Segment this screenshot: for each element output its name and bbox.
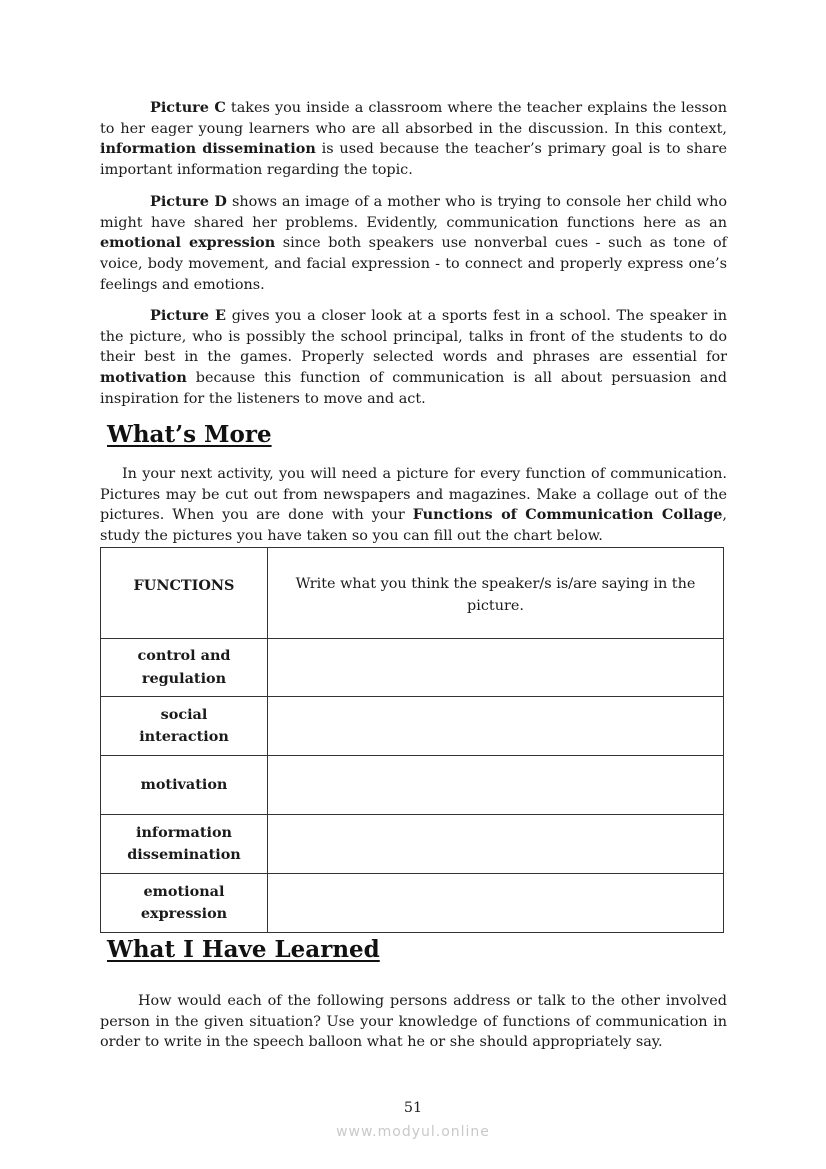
- picture-c-label: Picture C: [150, 99, 226, 116]
- function-label-line1: emotional: [143, 882, 225, 900]
- answer-cell[interactable]: [268, 756, 724, 815]
- function-label-line1: control and: [137, 647, 231, 664]
- table-row: [101, 697, 724, 756]
- function-label-line2: dissemination: [127, 846, 241, 863]
- function-label-line1: information: [135, 823, 233, 841]
- paragraph-text: because this function of communication is all about persuasion and inspiration for the listeners to move and act.: [100, 370, 727, 407]
- heading-what-i-have-learned: What I Have Learned: [107, 936, 380, 963]
- paragraph-picture-d: [100, 192, 727, 296]
- paragraph-text: , study the pictures you have taken so you can fill out the chart below.: [100, 507, 727, 545]
- function-label-line2: interaction: [139, 728, 229, 745]
- heading-whats-more: What’s More: [107, 421, 272, 448]
- answer-cell[interactable]: [268, 815, 724, 874]
- function-label-line1: motivation: [140, 775, 228, 793]
- term-motivation: motivation: [100, 369, 187, 387]
- function-cell: [101, 697, 268, 756]
- table-row: [101, 815, 724, 874]
- paragraph-picture-e: [100, 306, 727, 410]
- picture-d-label: Picture D: [150, 193, 227, 210]
- term-emotional-expression: emotional expression: [100, 234, 276, 252]
- paragraph-picture-c: [100, 98, 727, 181]
- paragraph-text: since both speakers use nonverbal cues - such as tone of voice, body movement, and facial expression - to connect and properly express one’s feelings and emotions.: [100, 235, 727, 293]
- paragraph-text: takes you inside a classroom where the teacher explains the lesson to her eager young learners who are all absorbed in the discussion. In this context,: [100, 100, 727, 137]
- function-label-line1: social: [160, 705, 208, 723]
- paragraph-text: shows an image of a mother who is trying to console her child who might have shared her problems. Evidently, communication functions here as an: [100, 194, 727, 231]
- page-number: 51: [403, 1100, 423, 1116]
- header-prompt: [268, 548, 724, 639]
- answer-cell[interactable]: [268, 697, 724, 756]
- function-cell: [101, 874, 268, 933]
- term-collage: Functions of Communication Collage: [412, 506, 723, 524]
- header-functions: FUNCTIONS: [101, 548, 268, 639]
- picture-e-label: Picture E: [150, 307, 227, 324]
- paragraph-text: gives you a closer look at a sports fest in a school. The speaker in the picture, who is possibly the school principal, talks in front of the students to do their best in the games. Properly selected words and phrases are essential for: [100, 308, 727, 366]
- table-row: [101, 874, 724, 933]
- paragraph-text: is used because the teacher’s primary goal is to share important information regarding the topic.: [100, 141, 727, 179]
- watermark: www.modyul.online: [336, 1124, 490, 1140]
- function-cell: [101, 756, 268, 815]
- term-information-dissemination: information dissemination: [100, 140, 316, 158]
- paragraph-what-i-have-learned: How would each of the following persons address or talk to the other involved person in the given situation? Use your knowledge of functions of communication in order to write in the speech balloon what he or she should appropriately say.: [100, 993, 727, 1051]
- answer-cell[interactable]: [268, 874, 724, 933]
- table-header-row: [101, 548, 724, 639]
- function-cell: [101, 815, 268, 874]
- function-label-line2: expression: [140, 905, 228, 922]
- table-row: [101, 639, 724, 697]
- table-row: [101, 756, 724, 815]
- paragraph-whats-more: [100, 464, 727, 547]
- paragraph-text: In your next activity, you will need a picture for every function of communication. Pictures may be cut out from newspapers and magazines. Make a collage out of the pictures. When you are done with your: [100, 466, 727, 524]
- function-label-line2: regulation: [141, 669, 227, 687]
- functions-chart: [100, 547, 724, 933]
- header-prompt-text: Write what you think the speaker/s is/are saying in the picture.: [295, 575, 696, 614]
- answer-cell[interactable]: [268, 639, 724, 697]
- function-cell: [101, 639, 268, 697]
